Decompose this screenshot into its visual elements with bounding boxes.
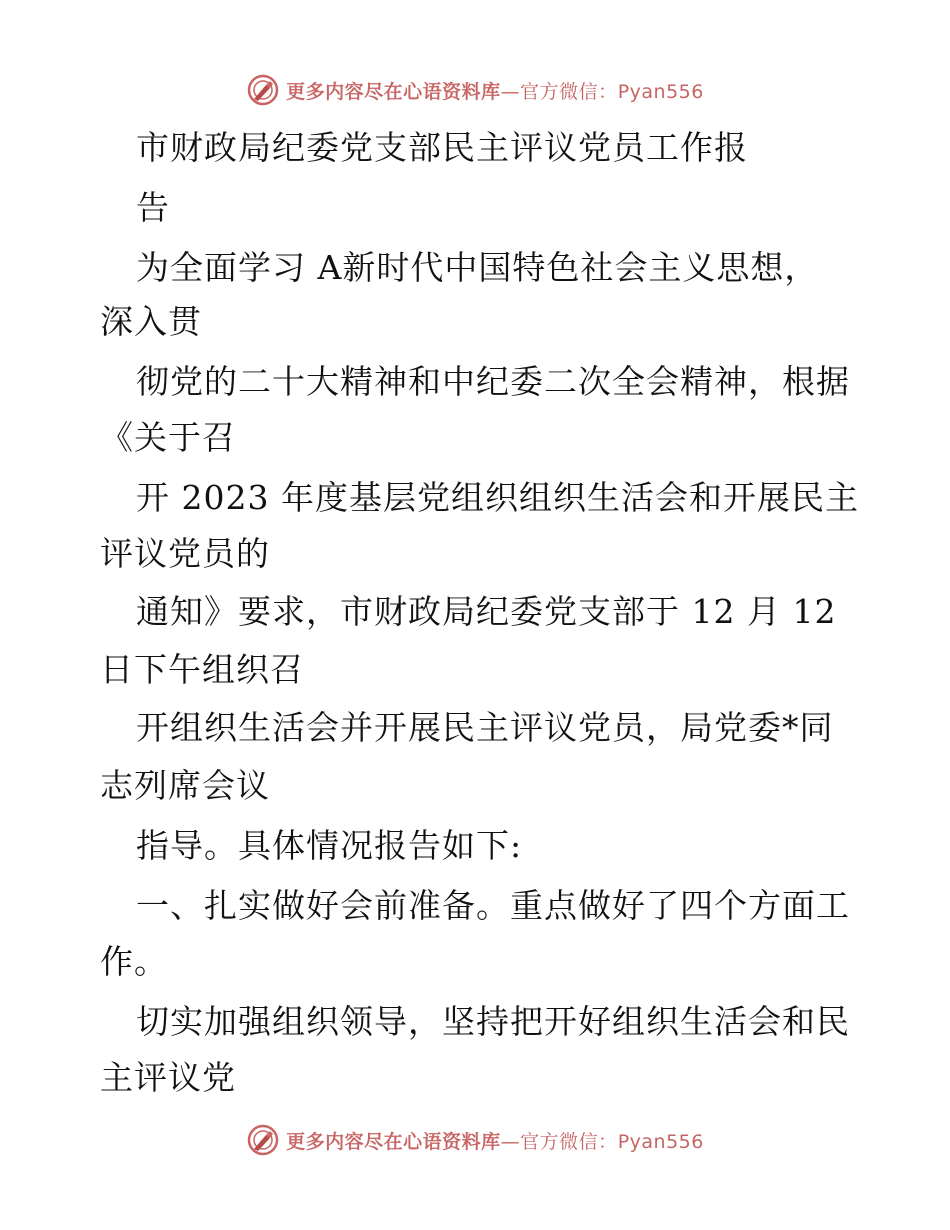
doc-line: 作。 (100, 942, 168, 981)
doc-line: 主评议党 (100, 1058, 236, 1097)
watermark-official: 官方微信： (520, 80, 618, 103)
doc-line: 开组织生活会并开展民主评议党员，局党委*同 (136, 708, 834, 747)
doc-line: 为全面学习 A新时代中国特色社会主义思想， (136, 248, 819, 287)
watermark-official: 官方微信： (520, 1130, 618, 1153)
watermark-text (286, 77, 704, 104)
watermark-wechat-id: Pyan556 (617, 1130, 704, 1153)
watermark-separator: — (500, 1130, 521, 1153)
doc-line: 评议党员的 (100, 534, 270, 573)
pen-circle-logo-icon (246, 1123, 280, 1157)
footer-watermark (0, 1120, 950, 1160)
doc-line: 一、扎实做好会前准备。重点做好了四个方面工 (136, 886, 850, 925)
watermark-separator: — (500, 80, 521, 103)
watermark-wechat-id: Pyan556 (617, 80, 704, 103)
doc-line: 开 2023 年度基层党组织组织生活会和开展民主 (136, 478, 859, 517)
watermark-brand: 更多内容尽在心语资料库 (286, 80, 501, 103)
watermark-brand: 更多内容尽在心语资料库 (286, 1130, 501, 1153)
doc-line: 告 (136, 188, 170, 227)
doc-line: 深入贯 (100, 302, 202, 341)
doc-line: 市财政局纪委党支部民主评议党员工作报 (136, 128, 748, 167)
header-watermark (0, 70, 950, 110)
doc-line: 彻党的二十大精神和中纪委二次全会精神，根据 (136, 362, 850, 401)
doc-line: 通知》要求，市财政局纪委党支部于 12 月 12 (136, 592, 837, 631)
doc-line: 指导。具体情况报告如下: (136, 826, 523, 865)
pen-circle-logo-icon (246, 73, 280, 107)
doc-line: 志列席会议 (100, 766, 270, 805)
doc-line: 《关于召 (100, 418, 236, 457)
doc-line: 日下午组织召 (100, 650, 304, 689)
doc-line: 切实加强组织领导，坚持把开好组织生活会和民 (136, 1002, 850, 1041)
watermark-text (286, 1127, 704, 1154)
